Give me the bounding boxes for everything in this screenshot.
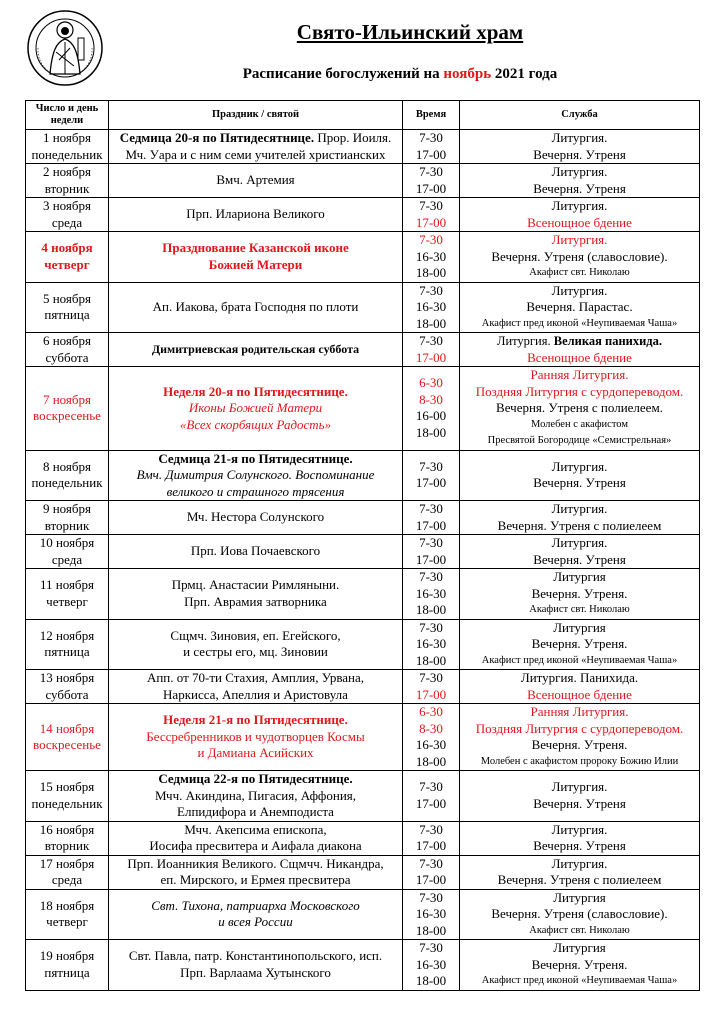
date-cell: 15 ноября понедельник xyxy=(26,771,109,822)
table-row xyxy=(26,282,700,333)
feast-cell: Празднование Казанской иконе Божией Матери xyxy=(109,232,403,283)
table-row xyxy=(26,130,700,164)
feast-cell: Вмч. Артемия xyxy=(109,164,403,198)
time-cell: 7-30 17-00 xyxy=(403,855,460,889)
table-row xyxy=(26,501,700,535)
feast-cell: Седмица 21-я по Пятидесятнице. Вмч. Димитрия Солунского. Воспоминание великого и страшного трясения xyxy=(109,450,403,501)
date-cell: 18 ноября четверг xyxy=(26,889,109,940)
time-cell: 7-30 17-00 xyxy=(403,164,460,198)
time-cell: 7-30 16-30 18-00 xyxy=(403,282,460,333)
time-cell: 7-30 17-00 xyxy=(403,670,460,704)
service-cell: Литургия. Великая панихида. Всенощное бдение xyxy=(460,333,700,367)
time-cell: 7-30 17-00 xyxy=(403,198,460,232)
time-cell: 7-30 16-30 18-00 xyxy=(403,889,460,940)
table-header-row xyxy=(26,101,700,130)
header-feast: Праздник / святой xyxy=(109,101,403,130)
feast-cell: Мч. Нестора Солунского xyxy=(109,501,403,535)
date-cell: 16 ноября вторник xyxy=(26,821,109,855)
date-cell: 19 ноября пятница xyxy=(26,940,109,991)
header-time: Время xyxy=(403,101,460,130)
feast-cell: Апп. от 70-ти Стахия, Амплия, Урвана, Наркисса, Апеллия и Аристовула xyxy=(109,670,403,704)
table-row xyxy=(26,232,700,283)
date-cell: 9 ноября вторник xyxy=(26,501,109,535)
time-cell: 6-30 8-30 16-00 18-00 xyxy=(403,367,460,451)
service-cell: Литургия Вечерня. Утреня. Акафист пред иконой «Неупиваемая Чаша» xyxy=(460,940,700,991)
table-row xyxy=(26,333,700,367)
table-row xyxy=(26,619,700,670)
time-cell: 7-30 16-30 18-00 xyxy=(403,940,460,991)
service-cell: Литургия. Вечерня. Утреня xyxy=(460,450,700,501)
header-date: Число и день недели xyxy=(26,101,109,130)
service-cell: Литургия. Вечерня. Утреня xyxy=(460,164,700,198)
feast-cell: Свт. Тихона, патриарха Московского и всея России xyxy=(109,889,403,940)
service-cell: Литургия. Вечерня. Парастас. Акафист пред иконой «Неупиваемая Чаша» xyxy=(460,282,700,333)
service-cell: Литургия. Вечерня. Утреня xyxy=(460,535,700,569)
date-cell: 1 ноября понедельник xyxy=(26,130,109,164)
service-cell: Литургия. Вечерня. Утреня с полиелеем xyxy=(460,501,700,535)
feast-cell: Димитриевская родительская суббота xyxy=(109,333,403,367)
service-cell: Литургия. Вечерня. Утреня xyxy=(460,821,700,855)
table-row xyxy=(26,450,700,501)
time-cell: 7-30 16-30 18-00 xyxy=(403,569,460,620)
feast-cell: Сщмч. Зиновия, еп. Егейского, и сестры его, мц. Зиновии xyxy=(109,619,403,670)
time-cell: 7-30 16-30 18-00 xyxy=(403,619,460,670)
feast-cell: Мчч. Акепсима епископа, Иосифа пресвитера и Аифала диакона xyxy=(109,821,403,855)
table-row xyxy=(26,821,700,855)
service-cell: Литургия Вечерня. Утреня. Акафист свт. Николаю xyxy=(460,569,700,620)
table-row xyxy=(26,535,700,569)
feast-cell: Седмица 20-я по Пятидесятнице. Прор. Иоиля. Мч. Уара и с ним семи учителей христианских xyxy=(109,130,403,164)
service-cell: Ранняя Литургия. Поздняя Литургия с сурдопереводом. Вечерня. Утреня. Молебен с акафистом пророку Божию Илии xyxy=(460,704,700,771)
date-cell: 10 ноября среда xyxy=(26,535,109,569)
date-cell: 8 ноября понедельник xyxy=(26,450,109,501)
schedule-subtitle: Расписание богослужений на ноябрь 2021 года xyxy=(242,66,558,82)
time-cell: 7-30 17-00 xyxy=(403,821,460,855)
date-cell: 17 ноября среда xyxy=(26,855,109,889)
date-cell: 6 ноября суббота xyxy=(26,333,109,367)
table-row xyxy=(26,940,700,991)
time-cell: 6-30 8-30 16-30 18-00 xyxy=(403,704,460,771)
service-cell: Литургия. Вечерня. Утреня xyxy=(460,771,700,822)
date-cell: 4 ноября четверг xyxy=(26,232,109,283)
feast-cell: Прмц. Анастасии Римляныни. Прп. Аврамия затворника xyxy=(109,569,403,620)
schedule-table xyxy=(25,100,700,991)
service-cell: Литургия. Вечерня. Утреня xyxy=(460,130,700,164)
date-cell: 5 ноября пятница xyxy=(26,282,109,333)
table-row xyxy=(26,704,700,771)
feast-cell: Прп. Илариона Великого xyxy=(109,198,403,232)
feast-cell: Ап. Иакова, брата Господня по плоти xyxy=(109,282,403,333)
feast-cell: Неделя 21-я по Пятидесятнице. Бессребренников и чудотворцев Космы и Дамиана Асийских xyxy=(109,704,403,771)
time-cell: 7-30 16-30 18-00 xyxy=(403,232,460,283)
page-title: Свято-Ильинский храм xyxy=(296,20,524,44)
time-cell: 7-30 17-00 xyxy=(403,130,460,164)
time-cell: 7-30 17-00 xyxy=(403,450,460,501)
service-cell: Литургия. Панихида. Всенощное бдение xyxy=(460,670,700,704)
table-row xyxy=(26,855,700,889)
date-cell: 7 ноября воскресенье xyxy=(26,367,109,451)
church-seal-logo xyxy=(26,8,104,88)
table-row xyxy=(26,771,700,822)
date-cell: 2 ноября вторник xyxy=(26,164,109,198)
date-cell: 13 ноября суббота xyxy=(26,670,109,704)
table-row xyxy=(26,889,700,940)
feast-cell: Прп. Иова Почаевского xyxy=(109,535,403,569)
time-cell: 7-30 17-00 xyxy=(403,771,460,822)
table-row xyxy=(26,367,700,451)
time-cell: 7-30 17-00 xyxy=(403,333,460,367)
service-cell: Литургия Вечерня. Утреня (славословие). Акафист свт. Николаю xyxy=(460,889,700,940)
feast-cell: Свт. Павла, патр. Константинопольского, исп. Прп. Варлаама Хутынского xyxy=(109,940,403,991)
time-cell: 7-30 17-00 xyxy=(403,501,460,535)
table-row xyxy=(26,164,700,198)
feast-cell: Прп. Иоанникия Великого. Сщмчч. Никандра, еп. Мирского, и Ермея пресвитера xyxy=(109,855,403,889)
service-cell: Литургия. Вечерня. Утреня (славословие). Акафист свт. Николаю xyxy=(460,232,700,283)
date-cell: 11 ноября четверг xyxy=(26,569,109,620)
date-cell: 3 ноября среда xyxy=(26,198,109,232)
date-cell: 12 ноября пятница xyxy=(26,619,109,670)
date-cell: 14 ноября воскресенье xyxy=(26,704,109,771)
service-cell: Ранняя Литургия. Поздняя Литургия с сурдопереводом. Вечерня. Утреня с полиелеем. Молебен с акафистом Пресвятой Богородице «Семистрельная» xyxy=(460,367,700,451)
feast-cell: Седмица 22-я по Пятидесятнице. Мчч. Акиндина, Пигасия, Аффония, Елпидифора и Анемподиста xyxy=(109,771,403,822)
header-service: Служба xyxy=(460,101,700,130)
service-cell: Литургия Вечерня. Утреня. Акафист пред иконой «Неупиваемая Чаша» xyxy=(460,619,700,670)
service-cell: Литургия. Всенощное бдение xyxy=(460,198,700,232)
table-row xyxy=(26,198,700,232)
service-cell: Литургия. Вечерня. Утреня с полиелеем xyxy=(460,855,700,889)
table-row xyxy=(26,670,700,704)
table-row xyxy=(26,569,700,620)
time-cell: 7-30 17-00 xyxy=(403,535,460,569)
feast-cell: Неделя 20-я по Пятидесятнице. Иконы Божией Матери «Всех скорбящих Радость» xyxy=(109,367,403,451)
